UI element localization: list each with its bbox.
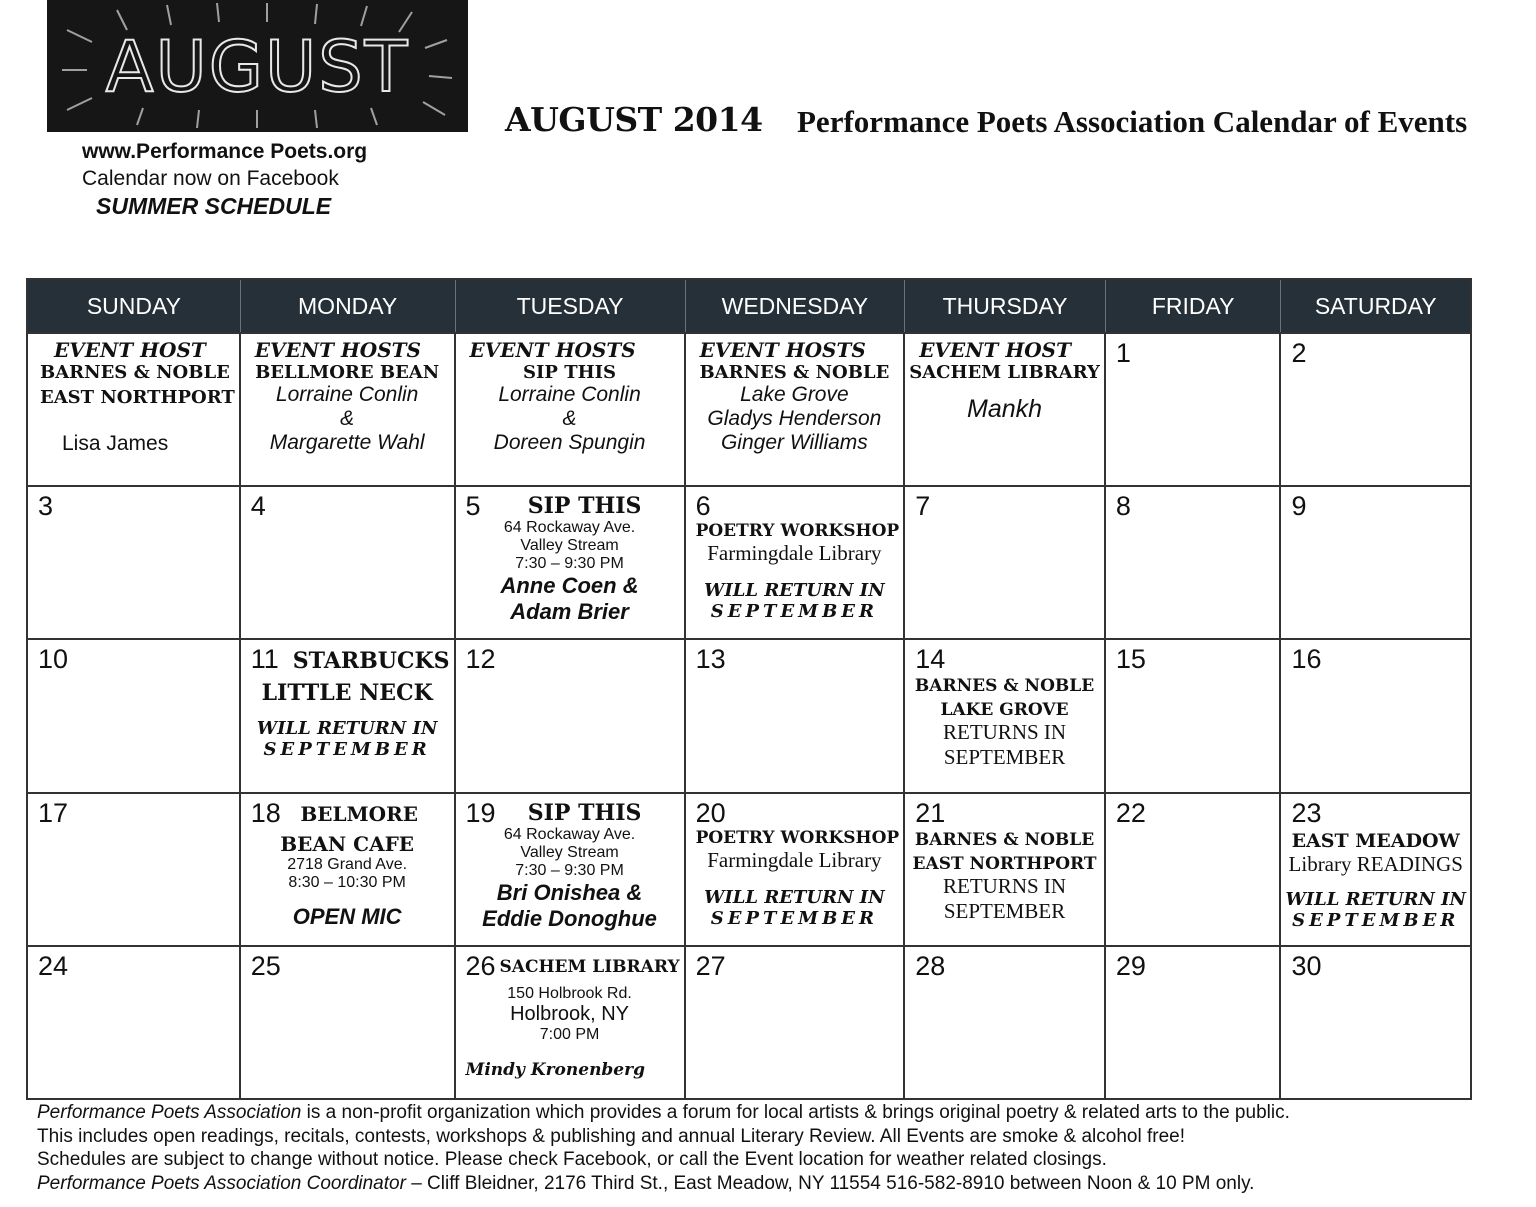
day-cell-11[interactable] [241, 638, 456, 791]
date-number: 6 [695, 491, 711, 522]
date-number: 30 [1291, 950, 1322, 981]
date-number: 16 [1291, 644, 1322, 675]
host-cell-tuesday [456, 332, 686, 485]
event-city: Valley Stream [520, 843, 619, 861]
host-cell-wednesday [686, 332, 906, 485]
date-number: 13 [695, 644, 726, 675]
host-amp: & [562, 407, 577, 430]
day-cell-28[interactable] [905, 945, 1106, 1098]
event-note: SEPTEMBER [710, 907, 878, 929]
org-title: Performance Poets Association Calendar of Events [797, 104, 1468, 139]
host-label: EVENT HOSTS [469, 338, 636, 362]
host-cell-monday [241, 332, 456, 485]
day-cell-21[interactable] [905, 792, 1106, 945]
event-venue: BELMORE [300, 801, 418, 826]
event-place: Farmingdale Library [707, 541, 882, 566]
event-venue: EAST NORTHPORT [912, 853, 1097, 874]
date-number: 17 [38, 797, 69, 828]
day-header-friday: FRIDAY [1106, 280, 1282, 332]
day-cell-2[interactable] [1281, 332, 1470, 485]
day-cell-27[interactable] [686, 945, 906, 1098]
date-number: 24 [38, 950, 69, 981]
host-label: EVENT HOST [54, 338, 206, 362]
date-number: 15 [1115, 644, 1146, 675]
event-feature: Eddie Donoghue [482, 905, 657, 931]
date-number: 14 [915, 644, 946, 675]
event-time: 8:30 – 10:30 PM [288, 873, 406, 891]
event-venue: EAST MEADOW [1291, 829, 1460, 852]
day-cell-17[interactable] [28, 792, 241, 945]
event-feature: Adam Brier [510, 599, 629, 625]
event-address: 64 Rockaway Ave. [503, 825, 636, 843]
event-venue: LAKE GROVE [940, 700, 1069, 721]
event-venue: STARBUCKS [292, 648, 450, 675]
event-note: OPEN MIC [292, 903, 402, 929]
event-address: 64 Rockaway Ave. [503, 519, 636, 537]
day-cell-19[interactable] [456, 792, 686, 945]
date-number: 4 [250, 491, 266, 522]
host-label: EVENT HOSTS [699, 338, 866, 362]
date-number: 9 [1291, 491, 1307, 522]
day-cell-23[interactable] [1281, 792, 1470, 945]
event-city: Valley Stream [520, 537, 619, 555]
event-time: 7:30 – 9:30 PM [515, 861, 624, 879]
date-number: 25 [250, 950, 281, 981]
day-cell-6[interactable] [686, 485, 906, 638]
event-place: Farmingdale Library [707, 847, 882, 872]
date-number: 12 [465, 644, 496, 675]
day-header-tuesday: TUESDAY [456, 280, 686, 332]
event-venue: LITTLE NECK [261, 680, 433, 707]
host-name: Margarette Wahl [269, 431, 425, 454]
host-name: Lorraine Conlin [498, 383, 641, 406]
date-number: 20 [695, 797, 726, 828]
month-title: AUGUST 2014 [505, 100, 763, 139]
calendar-grid [26, 278, 1472, 1100]
event-city: Holbrook, NY [510, 1002, 630, 1025]
summer-schedule-label: SUMMER SCHEDULE [96, 193, 332, 219]
day-cell-1[interactable] [1106, 332, 1282, 485]
date-number: 7 [915, 491, 931, 522]
day-cell-3[interactable] [28, 485, 241, 638]
host-name: Mankh [967, 395, 1043, 423]
date-number: 27 [695, 950, 726, 981]
date-number: 23 [1291, 797, 1322, 828]
august-logo [47, 0, 468, 132]
event-note: SEPTEMBER [1292, 909, 1460, 931]
footer-line-1 [37, 1101, 1290, 1125]
date-number: 10 [38, 644, 69, 675]
event-note: SEPTEMBER [263, 739, 431, 761]
website-link[interactable]: www.Performance Poets.org [82, 140, 368, 163]
date-number: 22 [1115, 797, 1146, 828]
host-venue: SIP THIS [523, 362, 617, 383]
facebook-note: Calendar now on Facebook [82, 167, 339, 190]
event-note: WILL RETURN IN [704, 580, 885, 602]
footer-notes [37, 1101, 1290, 1195]
day-cell-7[interactable] [905, 485, 1106, 638]
event-address: 2718 Grand Ave. [287, 855, 408, 873]
host-label: EVENT HOSTS [254, 338, 422, 362]
day-cell-15[interactable] [1106, 638, 1282, 791]
day-header-thursday: THURSDAY [905, 280, 1106, 332]
date-number: 5 [465, 491, 481, 522]
day-cell-30[interactable] [1281, 945, 1470, 1098]
event-venue: SIP THIS [527, 799, 642, 826]
event-feature: Mindy Kronenberg [465, 1059, 645, 1080]
event-note: SEPTEMBER [710, 601, 878, 623]
event-title: POETRY WORKSHOP [695, 827, 900, 848]
event-venue: SACHEM LIBRARY [499, 956, 680, 977]
event-note: WILL RETURN IN [704, 886, 885, 908]
date-number: 28 [915, 950, 946, 981]
day-header-monday: MONDAY [241, 280, 456, 332]
date-number: 26 [465, 950, 496, 981]
host-venue: SACHEM LIBRARY [909, 362, 1100, 383]
date-number: 8 [1115, 491, 1131, 522]
host-name: Doreen Spungin [493, 431, 646, 454]
day-header-saturday: SATURDAY [1281, 280, 1470, 332]
event-time: 7:00 PM [539, 1025, 600, 1043]
day-cell-25[interactable] [241, 945, 456, 1098]
event-place: Library READINGS [1288, 851, 1463, 876]
event-note: WILL RETURN IN [1285, 888, 1466, 910]
host-venue: BELLMORE BEAN [255, 362, 440, 383]
day-cell-26[interactable] [456, 945, 686, 1098]
day-cell-14[interactable] [905, 638, 1106, 791]
event-note: SEPTEMBER [943, 898, 1066, 923]
day-cell-9[interactable] [1281, 485, 1470, 638]
footer-text: is a non-profit organization which provides a forum for local artists & brings original poetry & related arts to the public. [301, 1102, 1290, 1123]
coordinator-label: Performance Poets Association Coordinator [37, 1172, 406, 1194]
event-venue: BEAN CAFE [280, 831, 415, 856]
footer-line-3: Schedules are subject to change without notice. Please check Facebook, or call the Event location for weather related closings. [37, 1149, 1107, 1170]
event-feature: Bri Onishea & [496, 879, 643, 905]
host-name: Lorraine Conlin [275, 383, 419, 406]
day-cell-24[interactable] [28, 945, 241, 1098]
day-cell-8[interactable] [1106, 485, 1282, 638]
host-venue: EAST NORTHPORT [40, 387, 235, 408]
footer-line-4 [37, 1172, 1290, 1196]
event-venue: SIP THIS [527, 493, 642, 520]
event-address: 150 Holbrook Rd. [507, 984, 632, 1002]
host-amp: & [340, 407, 355, 430]
footer-text: – Cliff Bleidner, 2176 Third St., East Meadow, NY 11554 516-582-8910 between Noon & 10 PM only. [405, 1172, 1255, 1194]
date-number: 1 [1115, 338, 1131, 368]
day-header-sunday: SUNDAY [28, 280, 241, 332]
event-feature: Anne Coen & [500, 573, 639, 599]
event-venue: BARNES & NOBLE [914, 829, 1095, 850]
event-note: RETURNS IN [942, 873, 1067, 898]
event-note: SEPTEMBER [943, 745, 1066, 770]
day-cell-10[interactable] [28, 638, 241, 791]
day-cell-4[interactable] [241, 485, 456, 638]
event-note: RETURNS IN [942, 720, 1067, 745]
date-number: 2 [1291, 338, 1307, 368]
date-number: 18 [250, 797, 281, 828]
date-number: 19 [465, 797, 496, 828]
day-header-wednesday: WEDNESDAY [686, 280, 906, 332]
footer-line-2: This includes open readings, recitals, contests, workshops & publishing and annual Literary Review. All Events are smoke & alcohol free! [37, 1125, 1185, 1147]
host-name: Gladys Henderson [707, 407, 882, 430]
date-number: 3 [38, 491, 54, 522]
org-name: Performance Poets Association [37, 1102, 302, 1123]
logo-text: AUGUST [105, 26, 410, 108]
host-venue: BARNES & NOBLE [40, 362, 230, 383]
day-cell-13[interactable] [686, 638, 906, 791]
host-cell-sunday [28, 332, 241, 485]
host-name: Lisa James [62, 432, 169, 455]
date-number: 11 [250, 644, 279, 675]
host-cell-thursday [905, 332, 1106, 485]
day-cell-18[interactable] [241, 792, 456, 945]
event-title: POETRY WORKSHOP [695, 521, 900, 542]
day-cell-12[interactable] [456, 638, 686, 791]
host-label: EVENT HOST [919, 338, 1071, 362]
host-venue: BARNES & NOBLE [699, 362, 890, 383]
date-number: 29 [1115, 950, 1146, 981]
host-name: Ginger Williams [720, 431, 868, 454]
event-venue: BARNES & NOBLE [914, 676, 1095, 697]
day-cell-29[interactable] [1106, 945, 1282, 1098]
host-place: Lake Grove [740, 383, 849, 406]
day-cell-16[interactable] [1281, 638, 1470, 791]
day-cell-22[interactable] [1106, 792, 1282, 945]
event-note: WILL RETURN IN [256, 718, 438, 740]
event-time: 7:30 – 9:30 PM [515, 555, 624, 573]
day-cell-5[interactable] [456, 485, 686, 638]
date-number: 21 [915, 797, 946, 828]
day-cell-20[interactable] [686, 792, 906, 945]
